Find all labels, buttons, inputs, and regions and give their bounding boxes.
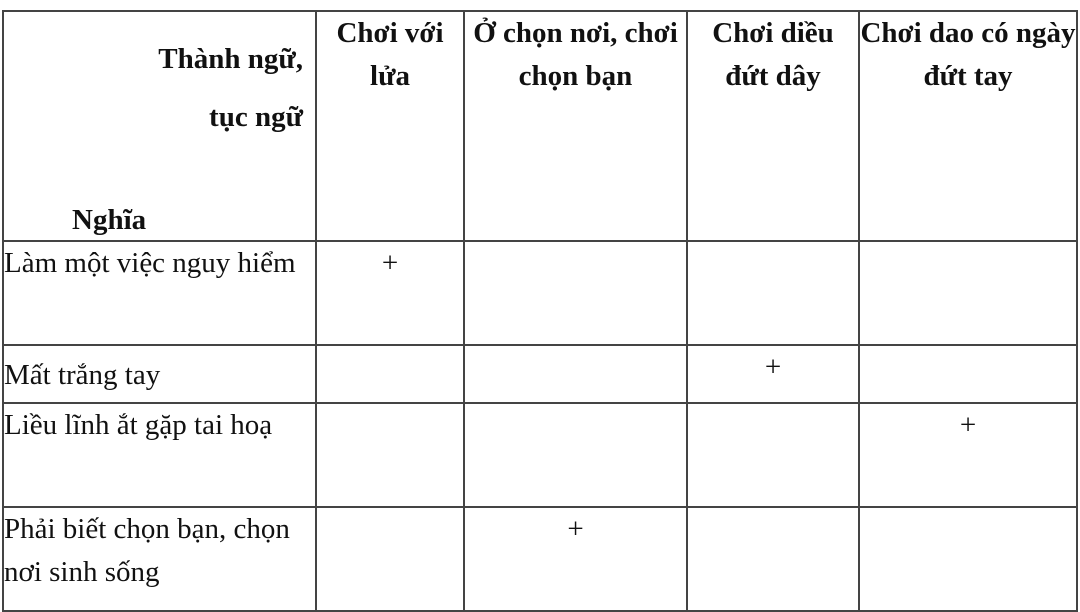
mark-cell — [687, 241, 859, 345]
mark-cell — [316, 403, 464, 507]
mark-cell — [316, 507, 464, 611]
mark-cell — [859, 241, 1077, 345]
mark-cell — [316, 345, 464, 403]
corner-label-line1: Thành ngữ, — [158, 43, 303, 75]
corner-cell — [3, 11, 316, 241]
mark-cell — [464, 403, 687, 507]
column-header-2: Ở chọn nơi, chơi chọn bạn — [464, 11, 687, 241]
table-row — [3, 241, 1077, 345]
mark-cell: + — [464, 507, 687, 611]
meaning-cell: Liều lĩnh ắt gặp tai hoạ — [3, 403, 316, 507]
mark-cell — [859, 507, 1077, 611]
meaning-cell: Làm một việc nguy hiểm — [3, 241, 316, 345]
meaning-cell: Phải biết chọn bạn, chọn nơi sinh sống — [3, 507, 316, 611]
mark-cell — [859, 345, 1077, 403]
column-header-4: Chơi dao có ngày đứt tay — [859, 11, 1077, 241]
mark-cell — [687, 507, 859, 611]
column-header-1: Chơi với lửa — [316, 11, 464, 241]
table-row — [3, 507, 1077, 611]
mark-cell: + — [859, 403, 1077, 507]
mark-cell — [687, 403, 859, 507]
column-header-3: Chơi diều đứt dây — [687, 11, 859, 241]
meaning-cell: Mất trắng tay — [3, 345, 316, 403]
table-row — [3, 403, 1077, 507]
corner-label-line2: tục ngữ — [209, 101, 303, 133]
idiom-meaning-table — [2, 10, 1078, 612]
header-row — [3, 11, 1077, 241]
corner-label-meaning: Nghĩa — [72, 204, 147, 236]
mark-cell — [464, 241, 687, 345]
corner-label-idioms — [158, 30, 303, 146]
mark-cell — [464, 345, 687, 403]
mark-cell: + — [687, 345, 859, 403]
mark-cell: + — [316, 241, 464, 345]
table-row — [3, 345, 1077, 403]
